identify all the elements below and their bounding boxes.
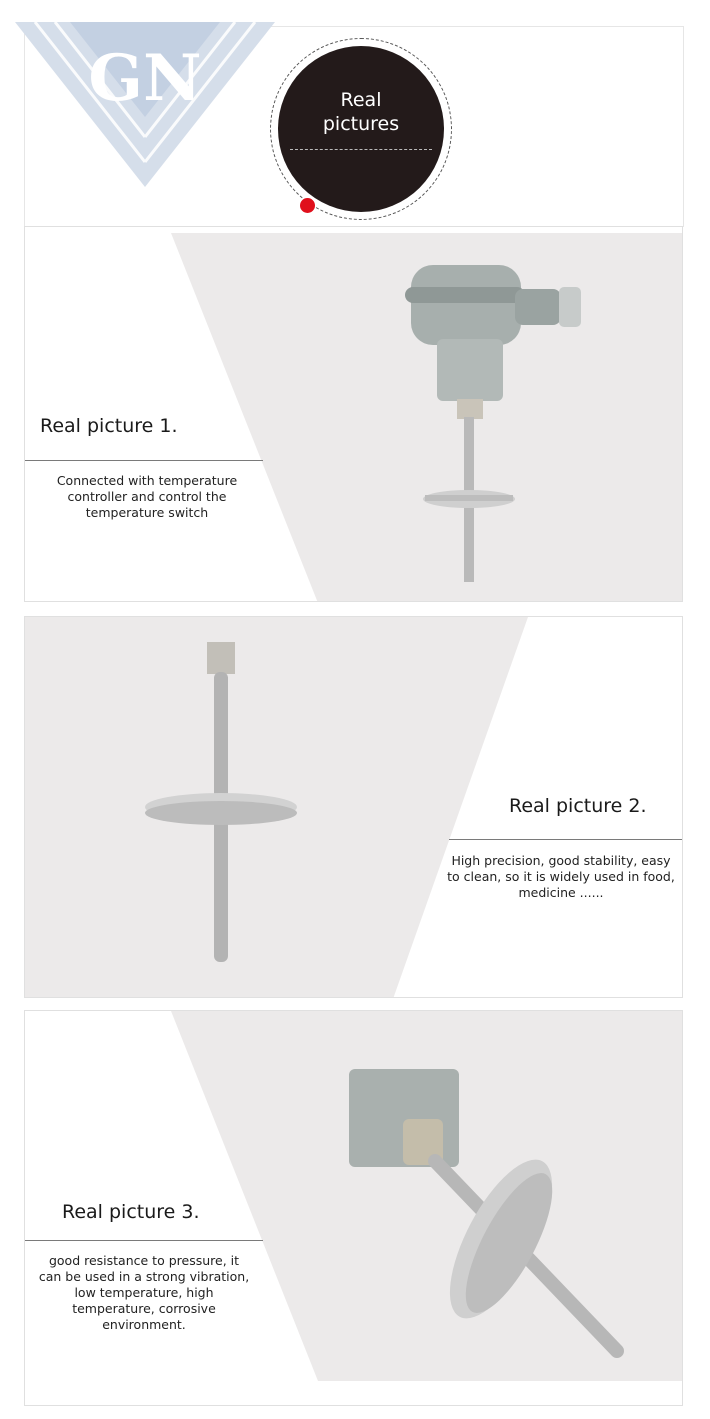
picture-3-title: Real picture 3. xyxy=(62,1201,200,1223)
badge-line2: pictures xyxy=(322,113,400,135)
picture-1-title: Real picture 1. xyxy=(40,415,178,437)
badge-divider xyxy=(290,149,432,150)
picture-2-title: Real picture 2. xyxy=(509,795,647,817)
badge-red-dot xyxy=(300,198,315,213)
picture-1-divider xyxy=(25,460,263,461)
picture-panel-1 xyxy=(24,226,683,602)
picture-panel-2 xyxy=(24,616,683,998)
badge-title xyxy=(278,88,444,136)
gn-logo xyxy=(15,22,275,187)
picture-2-divider xyxy=(449,839,683,840)
picture-panel-3 xyxy=(24,1010,683,1406)
logo-text: GN xyxy=(88,41,202,116)
badge-line1: Real xyxy=(340,89,382,111)
picture-3-description: good resistance to pressure, it can be used in a strong vibration, low temperature, high temperature, corrosive environment. xyxy=(38,1253,250,1332)
picture-3-divider xyxy=(25,1240,263,1241)
picture-1-description: Connected with temperature controller and control the temperature switch xyxy=(56,473,238,520)
picture-2-description: High precision, good stability, easy to clean, so it is widely used in food, medicine ...... xyxy=(447,853,675,900)
